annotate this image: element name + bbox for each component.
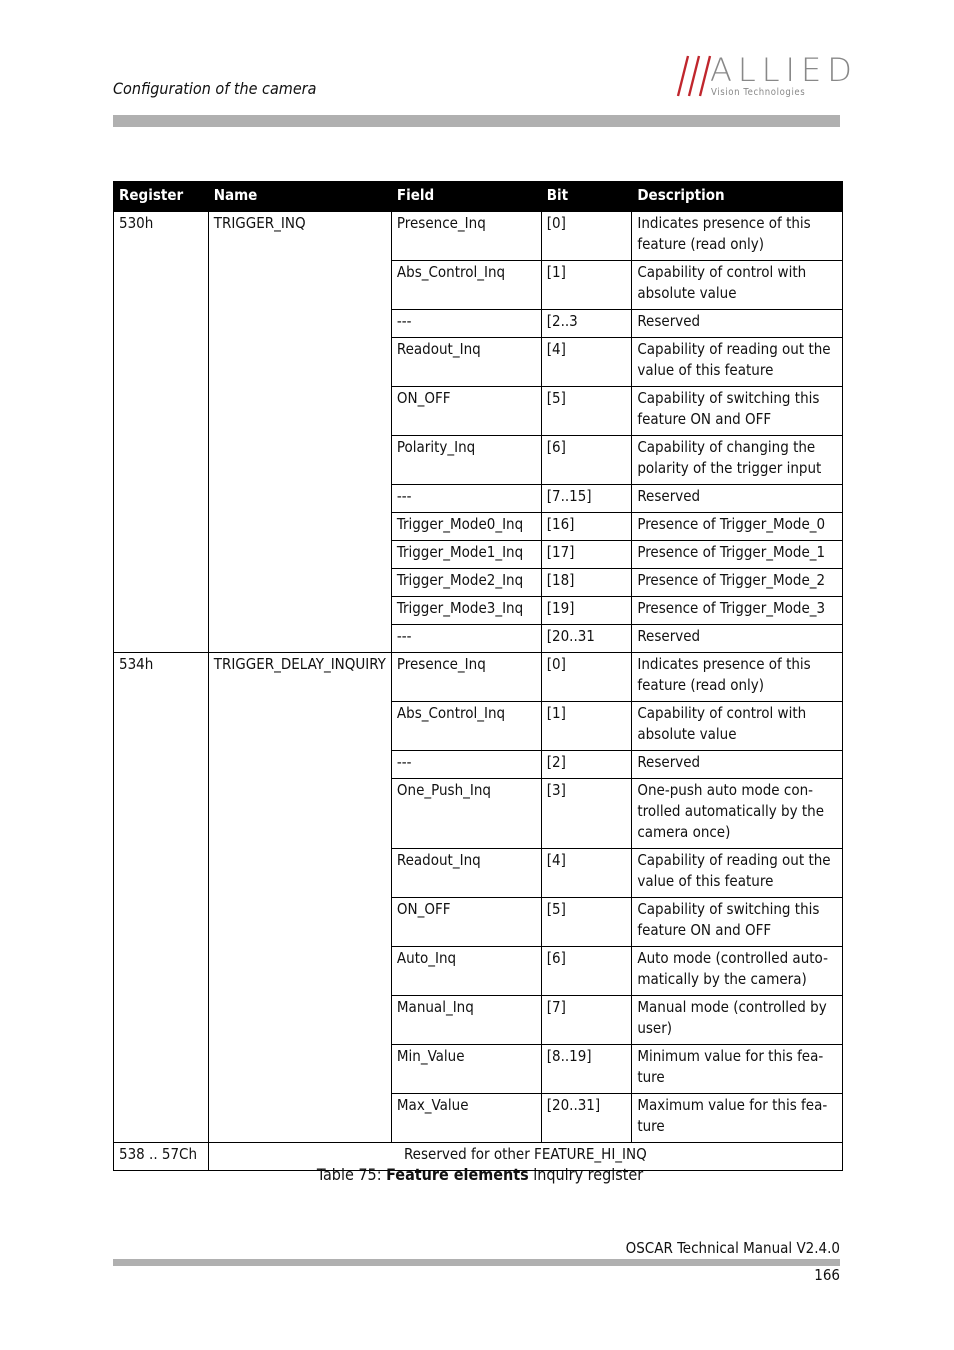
logo-wordmark: ALLIED <box>710 51 858 89</box>
field-cell: Min_Value <box>391 1045 541 1094</box>
field-cell: Trigger_Mode1_Inq <box>391 541 541 569</box>
field-cell: --- <box>391 310 541 338</box>
description-cell: Capability of switching this feature ON and OFF <box>632 387 843 436</box>
bit-cell: [7] <box>541 996 632 1045</box>
description-cell: Capability of changing the polarity of the trigger input <box>632 436 843 485</box>
field-cell: Abs_Control_Inq <box>391 261 541 310</box>
field-cell: --- <box>391 625 541 653</box>
table-row <box>114 653 843 702</box>
field-cell: Readout_Inq <box>391 849 541 898</box>
table-body <box>114 212 843 1171</box>
description-cell: Capability of reading out the value of this feature <box>632 849 843 898</box>
table-row <box>114 212 843 261</box>
bit-cell: [2..3 <box>541 310 632 338</box>
field-cell: Presence_Inq <box>391 212 541 261</box>
caption-suffix: inquiry register <box>528 1165 644 1184</box>
footer-manual-title: OSCAR Technical Manual V2.4.0 <box>625 1239 840 1257</box>
bit-cell: [7..15] <box>541 485 632 513</box>
bit-cell: [4] <box>541 338 632 387</box>
field-cell: Trigger_Mode2_Inq <box>391 569 541 597</box>
description-cell: Reserved <box>632 485 843 513</box>
register-cell: 534h <box>114 653 209 1143</box>
description-cell: Reserved <box>632 751 843 779</box>
description-cell: Capability of control with absolute value <box>632 261 843 310</box>
column-header-name: Name <box>208 182 391 212</box>
bit-cell: [0] <box>541 212 632 261</box>
logo-subtitle: Vision Technologies <box>711 87 806 98</box>
bit-cell: [5] <box>541 898 632 947</box>
field-cell: Polarity_Inq <box>391 436 541 485</box>
column-header-field: Field <box>391 182 541 212</box>
description-cell: Presence of Trigger_Mode_1 <box>632 541 843 569</box>
bit-cell: [18] <box>541 569 632 597</box>
bit-cell: [16] <box>541 513 632 541</box>
description-cell: Manual mode (controlled by user) <box>632 996 843 1045</box>
bit-cell: [0] <box>541 653 632 702</box>
bit-cell: [5] <box>541 387 632 436</box>
description-cell: Indicates presence of this feature (read only) <box>632 653 843 702</box>
column-header-bit: Bit <box>541 182 632 212</box>
description-cell: Reserved <box>632 310 843 338</box>
column-header-register: Register <box>114 182 209 212</box>
description-cell: Minimum value for this fea-ture <box>632 1045 843 1094</box>
footer-divider-bar <box>113 1259 840 1266</box>
header-divider-bar <box>113 115 840 127</box>
field-cell: --- <box>391 485 541 513</box>
description-cell: Presence of Trigger_Mode_2 <box>632 569 843 597</box>
name-cell: TRIGGER_DELAY_INQUIRY <box>208 653 391 1143</box>
table-caption <box>0 1165 954 1184</box>
description-cell: Presence of Trigger_Mode_3 <box>632 597 843 625</box>
bit-cell: [20..31 <box>541 625 632 653</box>
logo-slashes-icon <box>668 52 714 100</box>
register-table <box>113 181 843 1171</box>
field-cell: Manual_Inq <box>391 996 541 1045</box>
field-cell: Trigger_Mode0_Inq <box>391 513 541 541</box>
field-cell: Readout_Inq <box>391 338 541 387</box>
bit-cell: [20..31] <box>541 1094 632 1143</box>
page-number: 166 <box>814 1266 840 1284</box>
field-cell: Auto_Inq <box>391 947 541 996</box>
running-header-title: Configuration of the camera <box>113 79 317 98</box>
field-cell: Max_Value <box>391 1094 541 1143</box>
name-cell: TRIGGER_INQ <box>208 212 391 653</box>
description-cell: Reserved <box>632 625 843 653</box>
field-cell: --- <box>391 751 541 779</box>
bit-cell: [6] <box>541 436 632 485</box>
description-cell: Presence of Trigger_Mode_0 <box>632 513 843 541</box>
caption-prefix: Table 75: <box>316 1165 387 1184</box>
field-cell: ON_OFF <box>391 898 541 947</box>
bit-cell: [4] <box>541 849 632 898</box>
reserved-register-cell: 538 .. 57Ch <box>114 1143 209 1171</box>
description-cell: Capability of reading out the value of this feature <box>632 338 843 387</box>
bit-cell: [17] <box>541 541 632 569</box>
register-cell: 530h <box>114 212 209 653</box>
bit-cell: [2] <box>541 751 632 779</box>
bit-cell: [6] <box>541 947 632 996</box>
bit-cell: [19] <box>541 597 632 625</box>
table-header-row <box>114 182 843 212</box>
description-cell: Auto mode (controlled auto-matically by the camera) <box>632 947 843 996</box>
field-cell: Trigger_Mode3_Inq <box>391 597 541 625</box>
description-cell: Capability of control with absolute value <box>632 702 843 751</box>
field-cell: One_Push_Inq <box>391 779 541 849</box>
description-cell: Capability of switching this feature ON and OFF <box>632 898 843 947</box>
description-cell: Indicates presence of this feature (read only) <box>632 212 843 261</box>
bit-cell: [1] <box>541 261 632 310</box>
bit-cell: [8..19] <box>541 1045 632 1094</box>
field-cell: Abs_Control_Inq <box>391 702 541 751</box>
bit-cell: [3] <box>541 779 632 849</box>
description-cell: Maximum value for this fea-ture <box>632 1094 843 1143</box>
description-cell: One-push auto mode con-trolled automatically by the camera once) <box>632 779 843 849</box>
bit-cell: [1] <box>541 702 632 751</box>
field-cell: ON_OFF <box>391 387 541 436</box>
field-cell: Presence_Inq <box>391 653 541 702</box>
reserved-text-cell: Reserved for other FEATURE_HI_INQ <box>208 1143 842 1171</box>
column-header-description: Description <box>632 182 843 212</box>
allied-logo <box>668 51 858 100</box>
caption-bold: Feature elements <box>386 1165 529 1184</box>
